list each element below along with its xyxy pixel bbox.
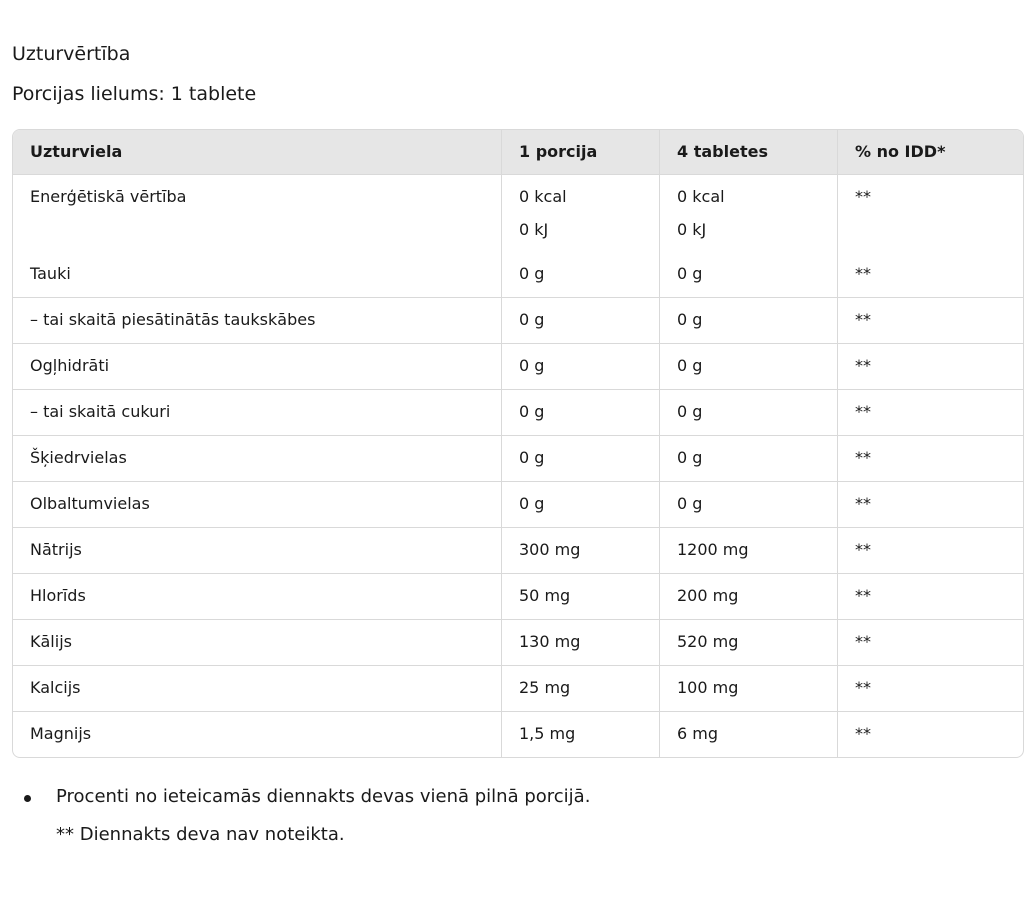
rda-value: ** bbox=[837, 620, 1023, 665]
nutrient-name: Olbaltumvielas bbox=[30, 494, 150, 513]
table-row bbox=[13, 619, 1023, 665]
nutrient-name: Nātrijs bbox=[30, 540, 82, 559]
per-serving-value: 0 g bbox=[501, 482, 659, 527]
rda-value: ** bbox=[837, 574, 1023, 619]
per-4-value bbox=[659, 175, 837, 252]
serving-size: Porcijas lielums: 1 tablete bbox=[12, 83, 257, 105]
rda-value: ** bbox=[837, 390, 1023, 435]
nutrient-name: Kalcijs bbox=[30, 678, 81, 697]
per-4-value: 0 g bbox=[659, 482, 837, 527]
bullet-icon bbox=[24, 795, 31, 802]
table-row bbox=[13, 343, 1023, 389]
table-row bbox=[13, 711, 1023, 757]
per-4-value: 0 g bbox=[659, 252, 837, 297]
nutrition-table bbox=[12, 129, 1024, 758]
per-4-value: 0 g bbox=[659, 390, 837, 435]
per-serving-value: 0 g bbox=[501, 252, 659, 297]
page-title: Uzturvērtība bbox=[12, 43, 131, 65]
header-per-4-tablets: 4 tabletes bbox=[659, 130, 837, 174]
per-4-value: 0 g bbox=[659, 298, 837, 343]
per-serving-value: 0 g bbox=[501, 298, 659, 343]
table-row bbox=[13, 389, 1023, 435]
per-serving-value: 50 mg bbox=[501, 574, 659, 619]
header-per-serving: 1 porcija bbox=[501, 130, 659, 174]
rda-value: ** bbox=[837, 666, 1023, 711]
per-serving-value: 130 mg bbox=[501, 620, 659, 665]
table-row bbox=[13, 527, 1023, 573]
per-4-value: 6 mg bbox=[659, 712, 837, 757]
kcal-value: 0 kcal bbox=[519, 187, 567, 206]
per-serving-value: 1,5 mg bbox=[501, 712, 659, 757]
nutrient-name: – tai skaitā cukuri bbox=[30, 402, 171, 421]
rda-value: ** bbox=[837, 528, 1023, 573]
nutrient-name: Enerģētiskā vērtība bbox=[30, 187, 187, 206]
table-row bbox=[13, 252, 1023, 297]
per-serving-value bbox=[501, 175, 659, 252]
table-row bbox=[13, 297, 1023, 343]
nutrient-name: Hlorīds bbox=[30, 586, 86, 605]
rda-value: ** bbox=[837, 298, 1023, 343]
per-serving-value: 0 g bbox=[501, 390, 659, 435]
per-4-value: 1200 mg bbox=[659, 528, 837, 573]
nutrient-name: Šķiedrvielas bbox=[30, 448, 127, 467]
rda-value: ** bbox=[837, 175, 1023, 252]
per-serving-value: 25 mg bbox=[501, 666, 659, 711]
per-serving-value: 0 g bbox=[501, 344, 659, 389]
nutrient-name: Ogļhidrāti bbox=[30, 356, 110, 375]
nutrient-name: Kālijs bbox=[30, 632, 72, 651]
per-4-value: 200 mg bbox=[659, 574, 837, 619]
per-serving-value: 0 g bbox=[501, 436, 659, 481]
rda-value: ** bbox=[837, 436, 1023, 481]
rda-value: ** bbox=[837, 252, 1023, 297]
per-4-value: 0 g bbox=[659, 436, 837, 481]
footnote-not-set: ** Diennakts deva nav noteikta. bbox=[56, 824, 345, 845]
table-row bbox=[13, 435, 1023, 481]
nutrient-name: Magnijs bbox=[30, 724, 92, 743]
table-row bbox=[13, 665, 1023, 711]
per-4-value: 520 mg bbox=[659, 620, 837, 665]
kcal-value: 0 kcal bbox=[677, 187, 725, 206]
nutrient-name: – tai skaitā piesātinātās taukskābes bbox=[30, 310, 316, 329]
footnote-percent: Procenti no ieteicamās diennakts devas vienā pilnā porcijā. bbox=[56, 786, 591, 807]
table-row bbox=[13, 481, 1023, 527]
header-rda: % no IDD* bbox=[837, 130, 1023, 174]
table-row bbox=[13, 174, 1023, 252]
per-4-value: 0 g bbox=[659, 344, 837, 389]
per-4-value: 100 mg bbox=[659, 666, 837, 711]
per-serving-value: 300 mg bbox=[501, 528, 659, 573]
header-nutrient: Uzturviela bbox=[30, 142, 123, 161]
rda-value: ** bbox=[837, 344, 1023, 389]
kj-value: 0 kJ bbox=[519, 220, 549, 239]
table-header bbox=[13, 130, 1023, 174]
rda-value: ** bbox=[837, 712, 1023, 757]
table-row bbox=[13, 573, 1023, 619]
rda-value: ** bbox=[837, 482, 1023, 527]
kj-value: 0 kJ bbox=[677, 220, 707, 239]
nutrient-name: Tauki bbox=[30, 264, 71, 283]
